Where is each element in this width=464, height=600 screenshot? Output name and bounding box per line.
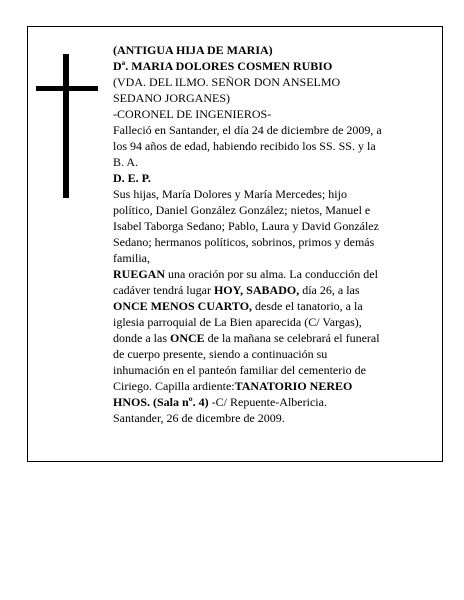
obituary-line — [113, 410, 425, 426]
obituary-line — [113, 186, 425, 202]
text-segment: -CORONEL DE INGENIEROS- — [113, 107, 272, 121]
obituary-line — [113, 42, 425, 58]
text-segment: político, Daniel González González; nietos, Manuel e — [113, 203, 371, 217]
text-segment: desde el tanatorio, a la — [252, 299, 363, 313]
obituary-line — [113, 106, 425, 122]
text-segment: SEDANO JORGANES) — [113, 91, 231, 105]
bold-text-segment: HOY, SABADO, — [213, 283, 300, 297]
obituary-line — [113, 346, 425, 362]
obituary-line — [113, 266, 425, 282]
bold-text-segment: Dª. MARIA DOLORES COSMEN RUBIO — [113, 59, 333, 73]
text-segment: iglesia parroquial de La Bien aparecida (C/ Vargas), — [113, 315, 362, 329]
text-segment: familia, — [113, 251, 150, 265]
text-segment: Falleció en Santander, el día 24 de diciembre de 2009, a — [113, 123, 382, 137]
text-segment: Santander, 26 de dicembre de 2009. — [113, 411, 285, 425]
obituary-line — [113, 330, 425, 346]
obituary-text — [113, 42, 425, 426]
text-segment: (VDA. DEL ILMO. SEÑOR DON ANSELMO — [113, 75, 341, 89]
bold-text-segment: ONCE MENOS CUARTO, — [113, 299, 253, 313]
obituary-line — [113, 58, 425, 74]
obituary-line — [113, 202, 425, 218]
text-segment: donde a las — [113, 331, 170, 345]
obituary-line — [113, 90, 425, 106]
text-segment: Sus hijas, María Dolores y María Mercedes; hijo — [113, 187, 347, 201]
text-segment: de cuerpo presente, siendo a continuación su — [113, 347, 328, 361]
text-segment: día 26, a las — [299, 283, 360, 297]
text-segment: cadáver tendrá lugar — [113, 283, 214, 297]
text-segment: una oración por su alma. La conducción del — [165, 267, 378, 281]
obituary-line — [113, 282, 425, 298]
bold-text-segment: D. E. P. — [113, 171, 151, 185]
cross-vertical-bar — [63, 54, 69, 198]
cross-icon — [36, 54, 98, 198]
obituary-line — [113, 74, 425, 90]
text-segment: los 94 años de edad, habiendo recibido los SS. SS. y la — [113, 139, 376, 153]
obituary-line — [113, 314, 425, 330]
text-segment: inhumación en el panteón familiar del cementerio de — [113, 363, 366, 377]
text-segment: Sedano; hermanos políticos, sobrinos, primos y demás — [113, 235, 375, 249]
cross-horizontal-bar — [36, 86, 98, 91]
bold-text-segment: TANATORIO NEREO — [234, 379, 353, 393]
obituary-line — [113, 170, 425, 186]
bold-text-segment: RUEGAN — [113, 267, 166, 281]
text-segment: -C/ Repuente-Albericia. — [208, 395, 327, 409]
obituary-line — [113, 378, 425, 394]
obituary-line — [113, 218, 425, 234]
obituary-line — [113, 250, 425, 266]
obituary-line — [113, 298, 425, 314]
obituary-line — [113, 138, 425, 154]
text-segment: de la mañana se celebrará el funeral — [204, 331, 380, 345]
bold-text-segment: HNOS. (Sala nº. 4) — [113, 395, 209, 409]
bold-text-segment: ONCE — [169, 331, 205, 345]
text-segment: Ciriego. Capilla ardiente: — [113, 379, 235, 393]
obituary-line — [113, 394, 425, 410]
obituary-line — [113, 362, 425, 378]
obituary-line — [113, 154, 425, 170]
text-segment: B. A. — [113, 155, 139, 169]
text-segment: Isabel Taborga Sedano; Pablo, Laura y David González — [113, 219, 379, 233]
obituary-line — [113, 234, 425, 250]
bold-text-segment: (ANTIGUA HIJA DE MARIA) — [113, 43, 273, 57]
obituary-line — [113, 122, 425, 138]
